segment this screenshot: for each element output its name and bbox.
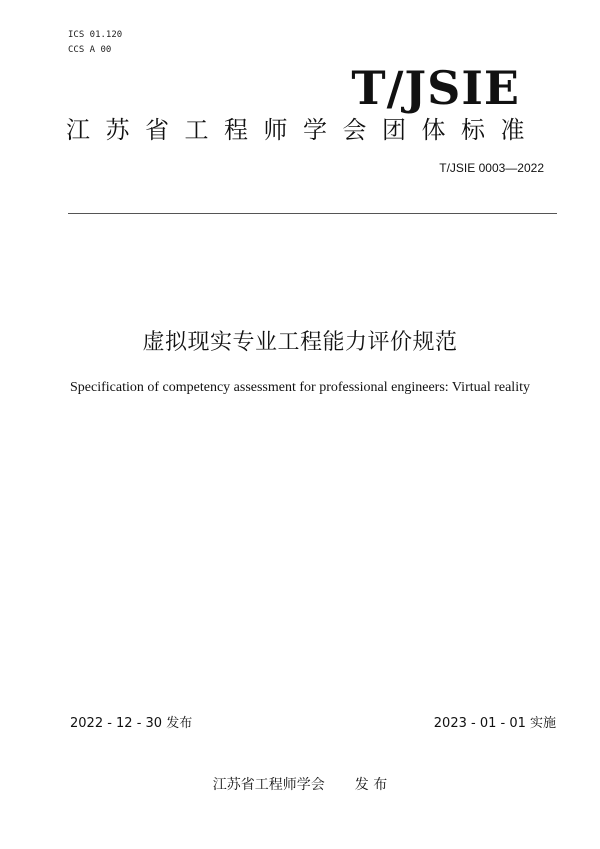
document-title-english: Specification of competency assessment for professional engineers: Virtual reality [70,380,530,395]
header-divider [68,213,557,214]
document-title-chinese: 虚拟现实专业工程能力评价规范 [142,330,458,355]
issuer-action: 发 布 [354,777,388,793]
issue-date: 2022 - 12 - 30 发布 [70,716,193,731]
ccs-code: CCS A 00 [68,45,112,55]
issuer-line [0,775,600,795]
standard-logo: T/JSIE [351,61,520,115]
standard-category-heading: 江苏省工程师学会团体标准 [66,116,540,144]
ics-code: ICS 01.120 [68,30,123,40]
classification-codes [68,28,122,58]
issuer-name: 江苏省工程师学会 [212,777,325,793]
implementation-date: 2023 - 01 - 01 实施 [433,716,556,731]
standard-number: T/JSIE 0003—2022 [439,161,544,175]
